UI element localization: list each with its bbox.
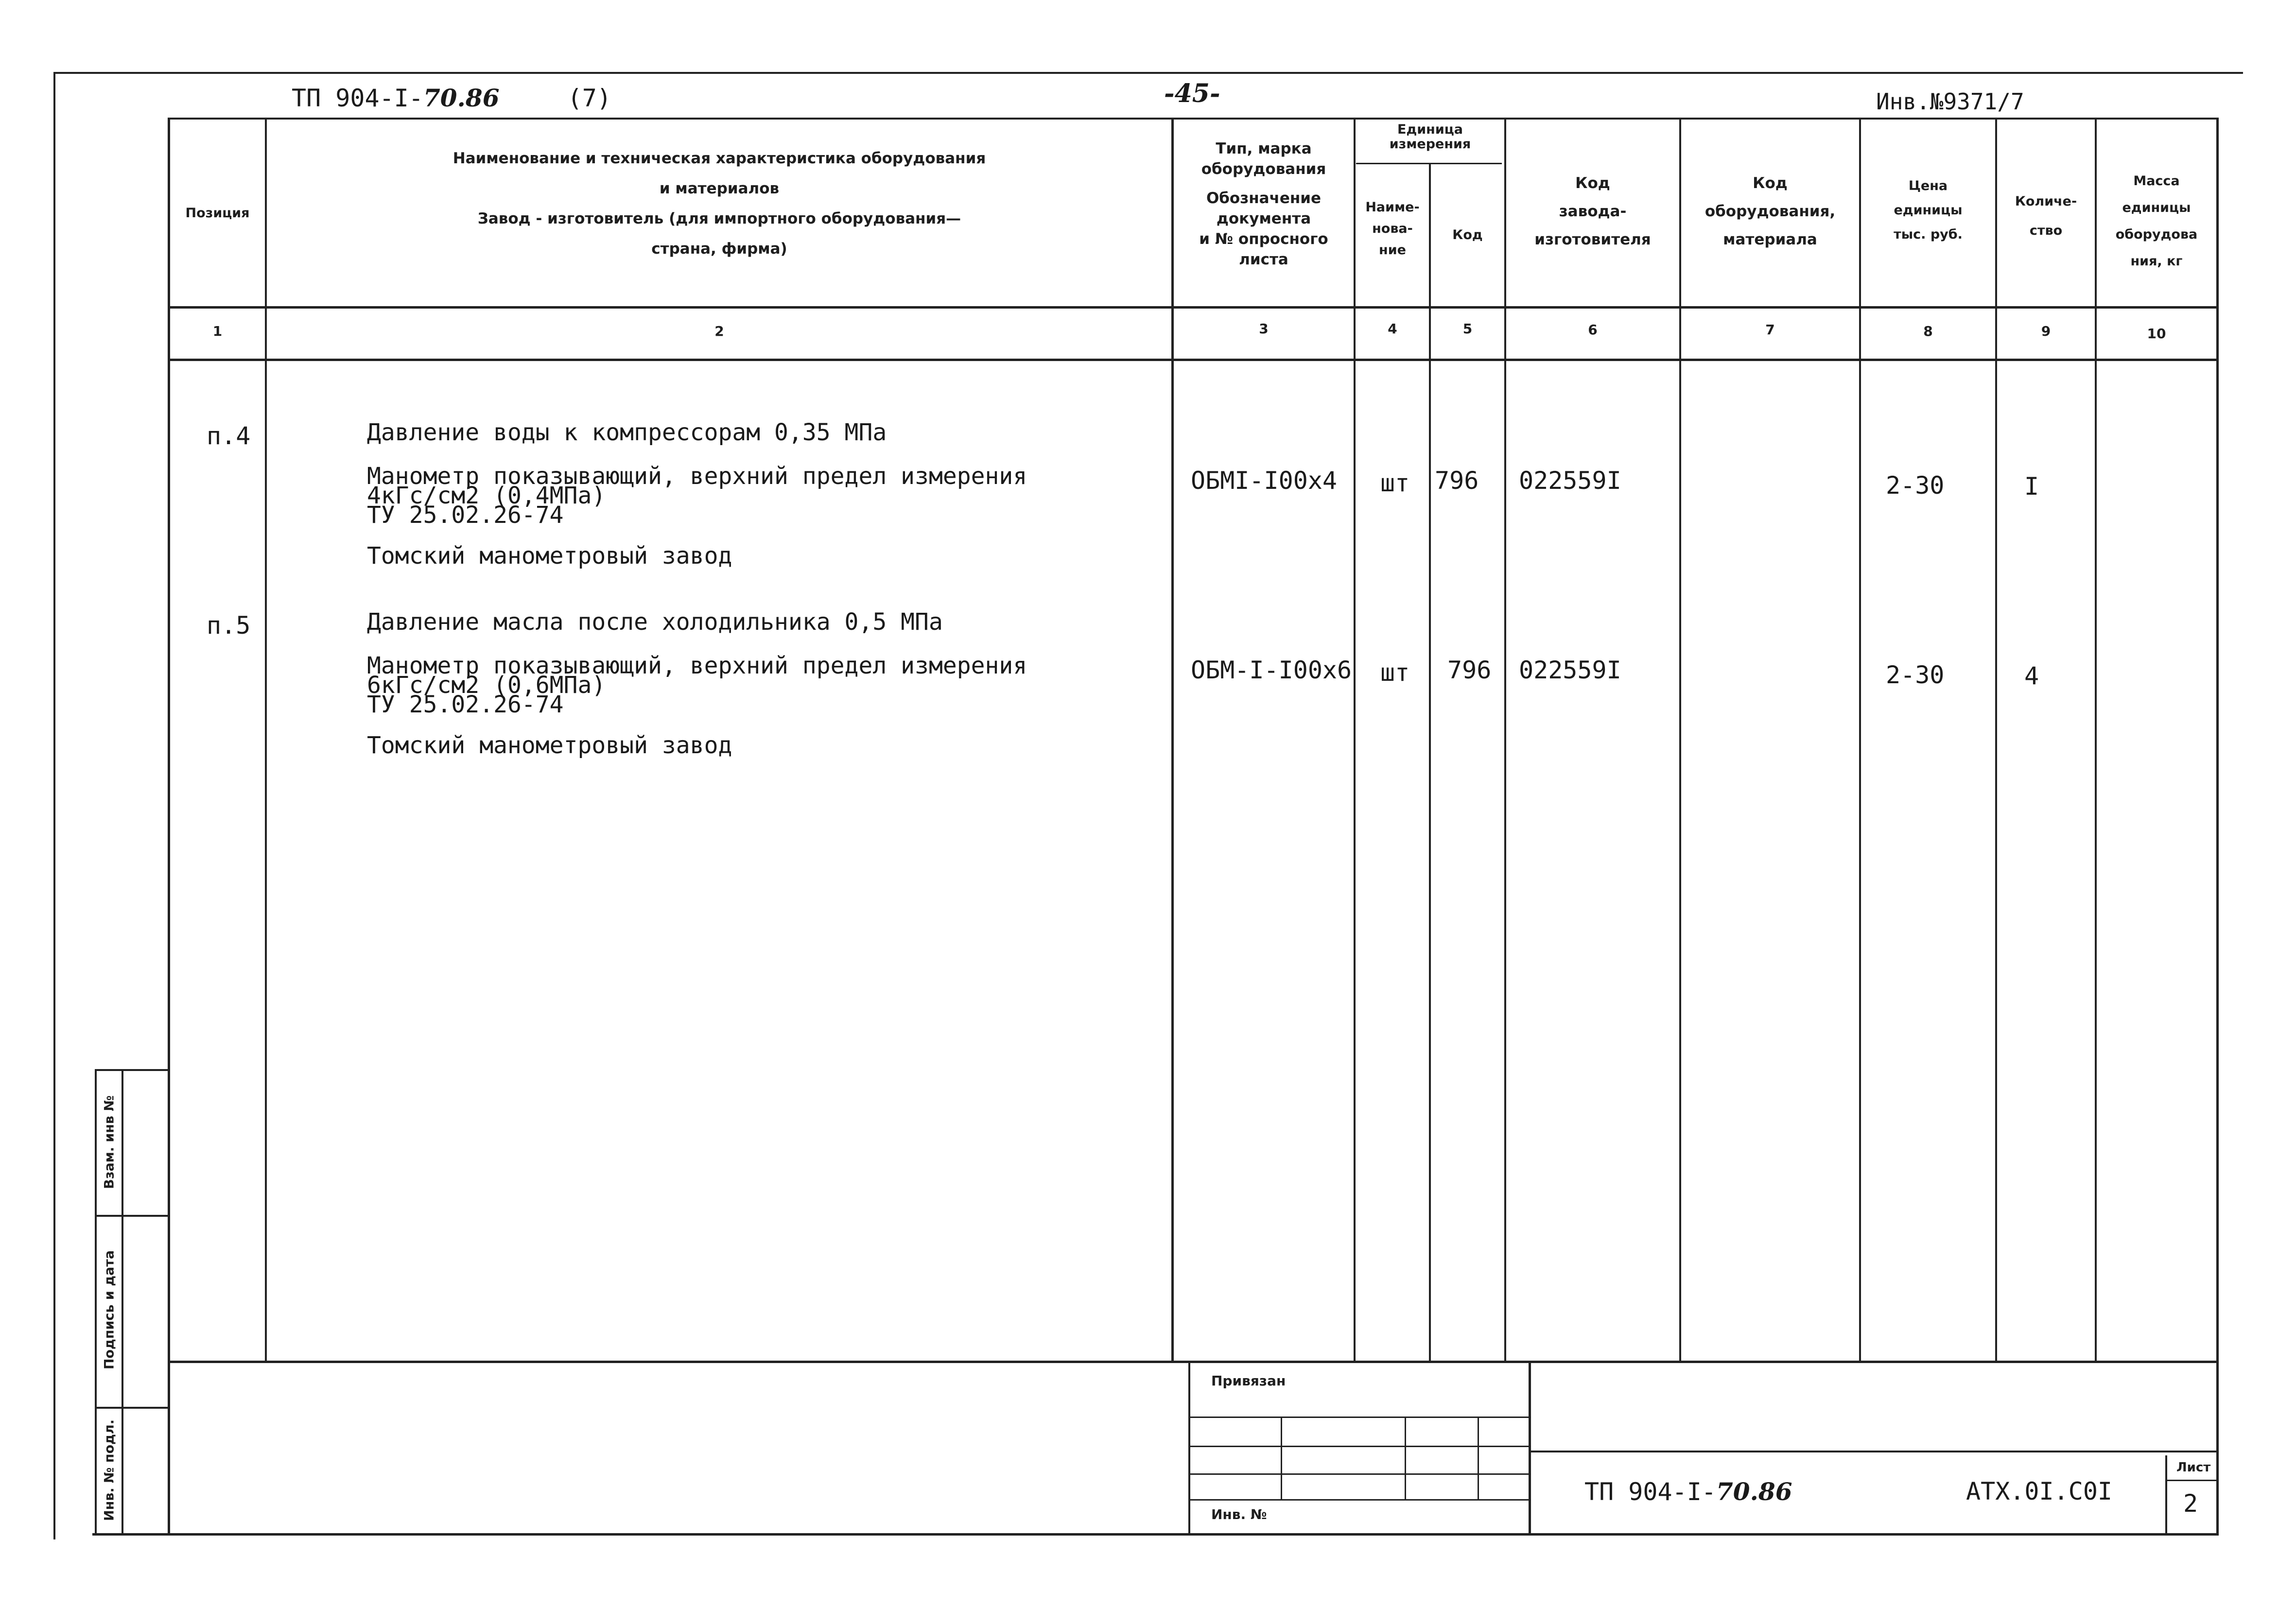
doc-prefix: ТП 904-I- <box>292 84 423 112</box>
row-type: ОБМI-I00x4 <box>1191 467 1338 495</box>
col-line-7 <box>1859 118 1861 1361</box>
row-manufacturer: Томский манометровый завод <box>367 542 732 570</box>
frame-left-line <box>53 72 55 1539</box>
row-factory-code: 022559I <box>1519 656 1621 684</box>
stamp-grid-v2 <box>1405 1417 1406 1499</box>
table-right-line <box>2216 118 2219 1535</box>
table-bottom-line <box>92 1533 2219 1536</box>
side-strip-outer <box>95 1069 97 1536</box>
row-unit: шт <box>1380 469 1410 497</box>
stamp-sheet-label: Лист <box>2176 1460 2211 1475</box>
stamp-code: АТХ.0I.С0I <box>1966 1477 2113 1505</box>
col-line-8 <box>1995 118 1997 1361</box>
colnum-4: 4 <box>1388 321 1397 337</box>
col-line-3 <box>1354 118 1356 1361</box>
col-line-9 <box>2095 118 2097 1361</box>
colnum-7: 7 <box>1765 322 1775 338</box>
colnum-8: 8 <box>1923 323 1933 339</box>
row-position: п.4 <box>207 422 251 450</box>
row-quantity: 4 <box>2024 662 2039 690</box>
colnum-10: 10 <box>2147 326 2166 342</box>
inventory-number: Инв.№9371/7 <box>1876 88 2024 115</box>
row-manufacturer: Томский манометровый завод <box>367 732 732 759</box>
col-line-1 <box>265 118 267 1361</box>
doc-suffix: (7) <box>567 84 611 112</box>
row-title: Давление воды к компрессорам 0,35 МПа <box>367 419 887 446</box>
header-type: Тип, марка оборудования Обозначение документа и № опросного листа <box>1199 140 1328 268</box>
row-type: ОБМ-I-I00x6 <box>1191 656 1352 684</box>
side-label-swap-inv: Взам. инв № <box>102 1095 117 1189</box>
stamp-grid-v3 <box>1478 1417 1479 1499</box>
table-top-line <box>168 118 2216 120</box>
stamp-sheet-line <box>2165 1480 2216 1481</box>
header-quantity: Количе- ство <box>2015 194 2077 238</box>
header-name: Наименование и техническая характеристика оборудования и материалов Завод - изготовитель (для импортного оборудования— страна, фирма) <box>452 150 986 258</box>
side-label-sign-date: Подпись и дата <box>102 1250 117 1370</box>
row-factory-code: 022559I <box>1519 467 1621 495</box>
header-equipment-code: Код оборудования, материала <box>1705 174 1836 248</box>
col-line-5 <box>1504 118 1506 1361</box>
stamp-doc-reference <box>1584 1477 1792 1506</box>
doc-handwritten-number: 70.86 <box>423 84 500 112</box>
side-strip-div1 <box>95 1215 168 1217</box>
row-price: 2-30 <box>1886 471 1945 500</box>
header-price: Цена единицы тыс. руб. <box>1894 178 1963 242</box>
side-strip-inner <box>122 1069 123 1536</box>
header-unit-code: Код <box>1452 227 1483 242</box>
stamp-sheet-number: 2 <box>2183 1489 2198 1518</box>
row-unit-code: 796 <box>1447 656 1492 684</box>
colnum-bottom-line <box>168 359 2216 361</box>
colnum-5: 5 <box>1462 321 1473 337</box>
col-line-4 <box>1429 164 1431 1361</box>
stamp-bound-label: Привязан <box>1211 1373 1286 1389</box>
page-number: -45- <box>1164 79 1220 108</box>
row-unit: шт <box>1380 658 1410 687</box>
header-bottom-line <box>168 306 2216 309</box>
stamp-grid-h4 <box>1188 1499 1529 1501</box>
stamp-top-line <box>168 1361 2216 1363</box>
row-quantity: I <box>2024 472 2039 501</box>
frame-top-line <box>53 72 2243 74</box>
colnum-9: 9 <box>2041 323 2051 339</box>
col-line-6 <box>1679 118 1681 1361</box>
row-title: Давление масла после холодильника 0,5 МПа <box>367 608 943 636</box>
stamp-doc-prefix: ТП 904-I- <box>1584 1478 1716 1506</box>
row-position: п.5 <box>207 611 251 639</box>
colnum-2: 2 <box>714 323 724 339</box>
header-unit-group: Единица измерения <box>1389 122 1471 152</box>
stamp-title-line <box>1529 1451 2216 1452</box>
stamp-sheet-divider <box>2165 1455 2167 1536</box>
header-factory-code: Код завода- изготовителя <box>1534 174 1651 248</box>
stamp-doc-handwritten: 70.86 <box>1716 1477 1792 1506</box>
header-unit-name: Наиме- нова- ние <box>1365 200 1420 258</box>
row-unit-code: 796 <box>1435 467 1479 495</box>
colnum-1: 1 <box>212 323 223 339</box>
header-position: Позиция <box>185 206 250 221</box>
stamp-inv-label: Инв. № <box>1211 1506 1267 1522</box>
stamp-bound-right <box>1529 1361 1531 1536</box>
colnum-6: 6 <box>1588 322 1598 338</box>
col-line-2 <box>1171 118 1174 1361</box>
row-price: 2-30 <box>1886 661 1945 689</box>
stamp-grid-v1 <box>1281 1417 1282 1499</box>
side-label-inv-orig: Инв. № подл. <box>102 1419 117 1521</box>
colnum-3: 3 <box>1259 321 1269 337</box>
row-description: Манометр показывающий, верхний предел измерения 4кГс/см2 (0,4МПа) ТУ 25.02.26-74 <box>367 463 1027 529</box>
doc-reference-top <box>292 84 611 112</box>
stamp-bound-left <box>1188 1361 1190 1536</box>
header-mass: Масса единицы оборудова ния, кг <box>2115 173 2198 269</box>
row-description: Манометр показывающий, верхний предел измерения 6кГс/см2 (0,6МПа) ТУ 25.02.26-74 <box>367 652 1027 718</box>
